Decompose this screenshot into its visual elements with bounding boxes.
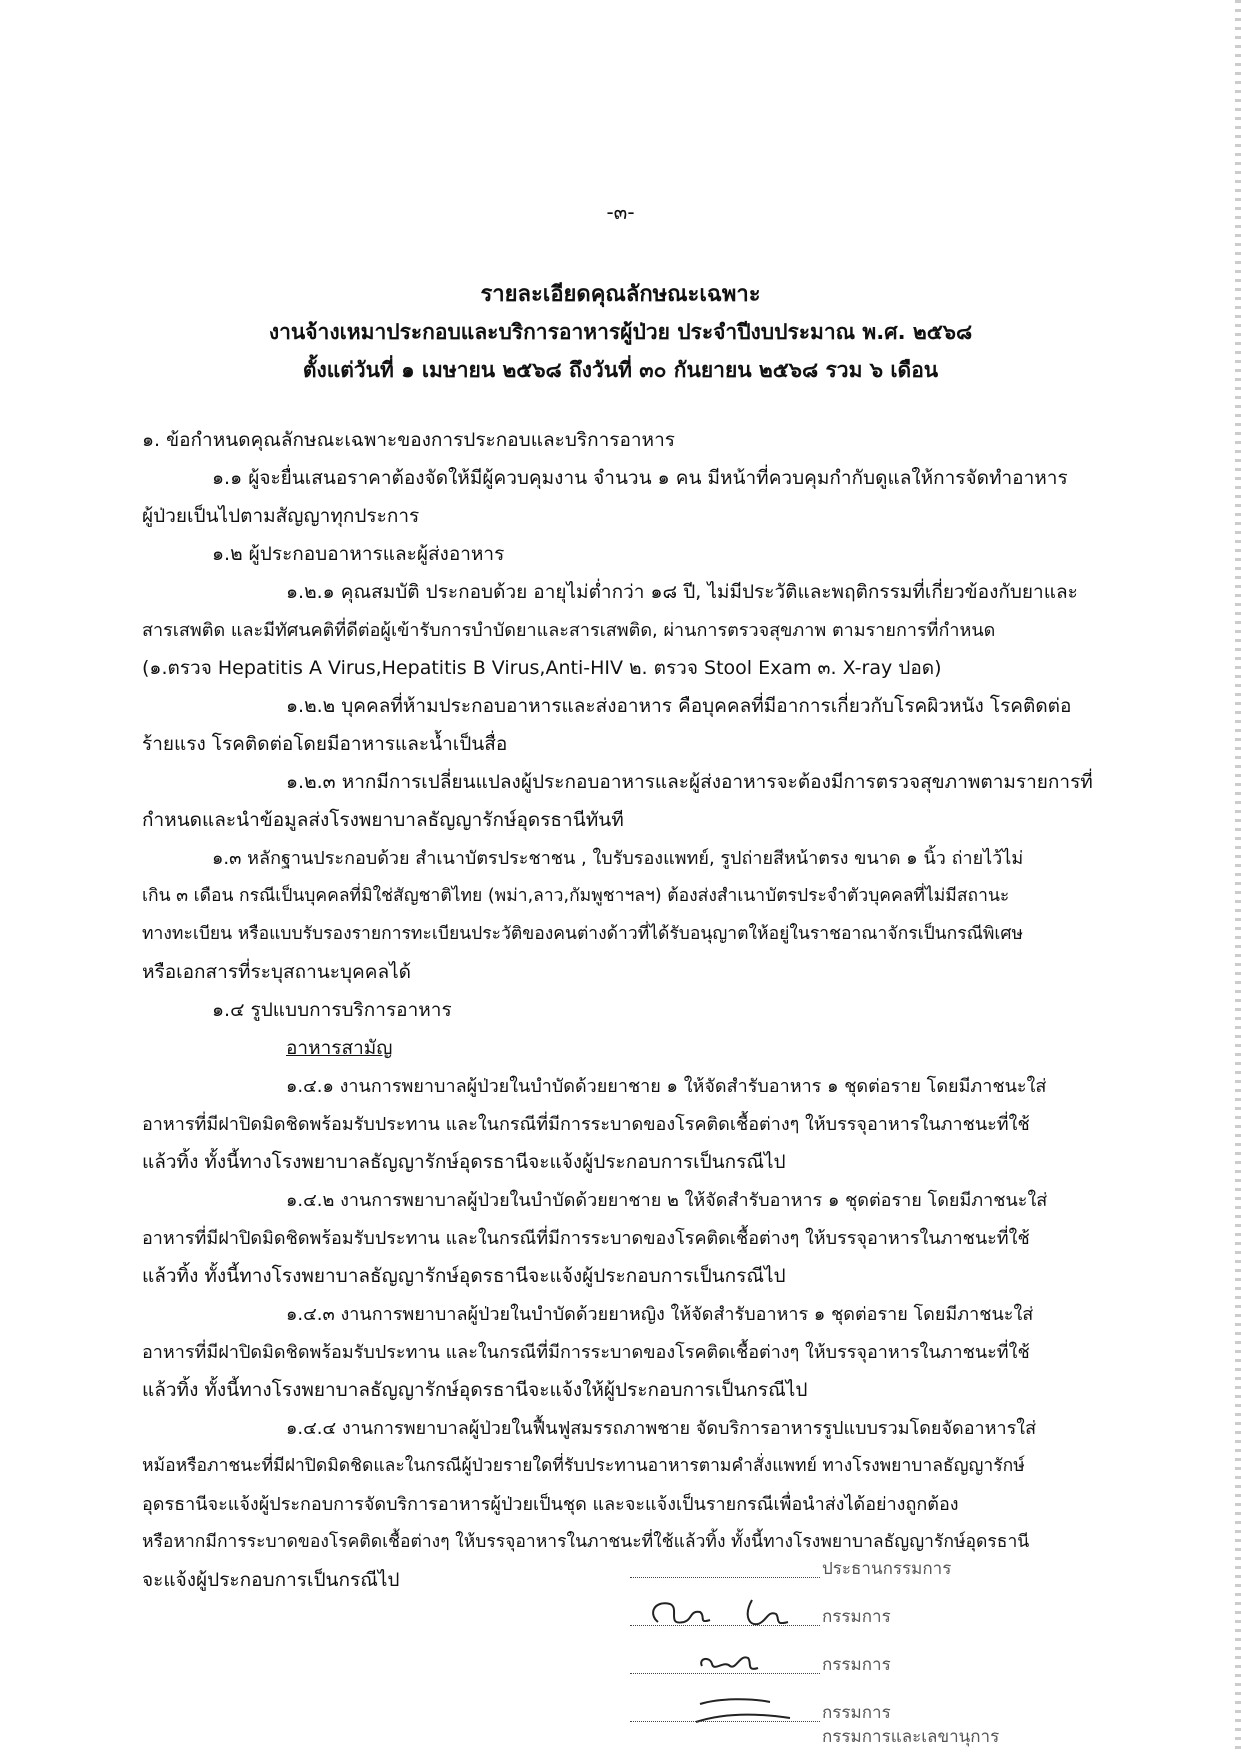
paragraph-line: ๑.๔.๔ งานการพยาบาลผู้ป่วยในฟื้นฟูสมรรถภาพชาย จัดบริการอาหารรูปแบบรวมโดยจัดอาหารใส่	[286, 1418, 1037, 1439]
paragraph-line: อาหารที่มีฝาปิดมิดชิดพร้อมรับประทาน และในกรณีที่มีการระบาดของโรคติดเชื้อต่างๆ ให้บรรจุอาหารในภาชนะที่ใช้	[142, 1228, 1030, 1249]
signature-role: กรรมการและเลขานุการ	[822, 1727, 1000, 1747]
signature-role: กรรมการ	[822, 1607, 891, 1627]
paragraph-line: ๑.๓ หลักฐานประกอบด้วย สำเนาบัตรประชาชน , ใบรับรองแพทย์, รูปถ่ายสีหน้าตรง ขนาด ๑ นิ้ว ถ่ายไว้ไม่	[212, 848, 1024, 869]
paragraph-line: สารเสพติด และมีทัศนคติที่ดีต่อผู้เข้ารับการบำบัดยาและสารเสพติด, ผ่านการตรวจสุขภาพ ตามรายการที่กำหนด	[142, 620, 996, 641]
signature-role: กรรมการ	[822, 1703, 891, 1723]
page-number: -๓-	[606, 200, 635, 224]
paragraph-line: อาหารที่มีฝาปิดมิดชิดพร้อมรับประทาน และในกรณีที่มีการระบาดของโรคติดเชื้อต่างๆ ให้บรรจุอาหารในภาชนะที่ใช้	[142, 1114, 1030, 1135]
subsection-heading: ๑.๔ รูปแบบการบริการอาหาร	[212, 999, 452, 1021]
signature-block	[630, 1498, 1050, 1748]
paragraph-line: อาหารที่มีฝาปิดมิดชิดพร้อมรับประทาน และในกรณีที่มีการระบาดของโรคติดเชื้อต่างๆ ให้บรรจุอาหารในภาชนะที่ใช้	[142, 1342, 1030, 1363]
paragraph-line: อุดรธานีจะแจ้งผู้ประกอบการจัดบริการอาหารผู้ป่วยเป็นชุด และจะแจ้งเป็นรายกรณีเพื่อนำส่งได้อย่างถูกต้อง	[142, 1494, 959, 1515]
paragraph-line: ๑.๔.๑ งานการพยาบาลผู้ป่วยในบำบัดด้วยยาชาย ๑ ให้จัดสำรับอาหาร ๑ ชุดต่อราย โดยมีภาชนะใส่	[286, 1076, 1047, 1097]
section-heading: ๑. ข้อกำหนดคุณลักษณะเฉพาะของการประกอบและบริการอาหาร	[142, 429, 675, 451]
paragraph-line: ๑.๔.๓ งานการพยาบาลผู้ป่วยในบำบัดด้วยยาหญิง ให้จัดสำรับอาหาร ๑ ชุดต่อราย โดยมีภาชนะใส่	[286, 1304, 1034, 1325]
document-title: รายละเอียดคุณลักษณะเฉพาะ	[480, 282, 761, 307]
underlined-heading: อาหารสามัญ	[286, 1037, 393, 1059]
signature-line-member	[630, 1646, 1050, 1680]
paragraph-line: หรือเอกสารที่ระบุสถานะบุคคลได้	[142, 961, 411, 983]
paragraph-line: แล้วทิ้ง ทั้งนี้ทางโรงพยาบาลธัญญารักษ์อุดรธานีจะแจ้งผู้ประกอบการเป็นกรณีไป	[142, 1151, 786, 1173]
paragraph-line: ผู้ป่วยเป็นไปตามสัญญาทุกประการ	[142, 505, 420, 527]
paragraph-line: ทางทะเบียน หรือแบบรับรองรายการทะเบียนประวัติของคนต่างด้าวที่ได้รับอนุญาตให้อยู่ในราชอาณาจักรเป็นกรณีพิเศษ	[142, 924, 1024, 944]
paragraph-line: หม้อหรือภาชนะที่มีฝาปิดมิดชิดและในกรณีผู้ป่วยรายใดที่รับประทานอาหารตามคำสั่งแพทย์ ทางโรงพยาบาลธัญญารักษ์	[142, 1456, 1025, 1476]
signature-role: กรรมการ	[822, 1655, 891, 1675]
paragraph-line: จะแจ้งผู้ประกอบการเป็นกรณีไป	[142, 1569, 400, 1591]
scan-edge-artifact	[1235, 0, 1241, 1755]
paragraph-line: แล้วทิ้ง ทั้งนี้ทางโรงพยาบาลธัญญารักษ์อุดรธานีจะแจ้งผู้ประกอบการเป็นกรณีไป	[142, 1265, 786, 1287]
paragraph-line: ๑.๔.๒ งานการพยาบาลผู้ป่วยในบำบัดด้วยยาชาย ๒ ให้จัดสำรับอาหาร ๑ ชุดต่อราย โดยมีภาชนะใส่	[286, 1190, 1048, 1211]
signature-role: ประธานกรรมการ	[822, 1559, 952, 1579]
paragraph-line: ๑.๒.๒ บุคคลที่ห้ามประกอบอาหารและส่งอาหาร คือบุคคลที่มีอาการเกี่ยวกับโรคผิวหนัง โรคติดต่อ	[286, 695, 1072, 717]
handwritten-signature-icon	[640, 1640, 830, 1684]
paragraph-line: เกิน ๓ เดือน กรณีเป็นบุคคลที่มิใช่สัญชาติไทย (พม่า,ลาว,กัมพูชาฯลฯ) ต้องส่งสำเนาบัตรประจำตัวบุคคลที่ไม่มีสถานะ	[142, 886, 1010, 906]
document-subtitle-period: ตั้งแต่วันที่ ๑ เมษายน ๒๕๖๘ ถึงวันที่ ๓๐ กันยายน ๒๕๖๘ รวม ๖ เดือน	[302, 358, 939, 382]
paragraph-line: กำหนดและนำข้อมูลส่งโรงพยาบาลธัญญารักษ์อุดรธานีทันที	[142, 809, 624, 831]
subsection-heading: ๑.๒ ผู้ประกอบอาหารและผู้ส่งอาหาร	[212, 543, 505, 565]
paragraph-line: ๑.๑ ผู้จะยื่นเสนอราคาต้องจัดให้มีผู้ควบคุมงาน จำนวน ๑ คน มีหน้าที่ควบคุมกำกับดูแลให้การจัดทำอาหาร	[212, 467, 1068, 489]
signature-line-secretary	[630, 1727, 1050, 1748]
paragraph-line: ร้ายแรง โรคติดต่อโดยมีอาหารและน้ำเป็นสื่อ	[142, 733, 508, 755]
signature-line-member	[630, 1598, 1050, 1632]
paragraph-line: ๑.๒.๓ หากมีการเปลี่ยนแปลงผู้ประกอบอาหารและผู้ส่งอาหารจะต้องมีการตรวจสุขภาพตามรายการที่	[286, 771, 1093, 793]
document-subtitle-scope: งานจ้างเหมาประกอบและบริการอาหารผู้ป่วย ประจำปีงบประมาณ พ.ศ. ๒๕๖๘	[268, 320, 973, 344]
paragraph-line: แล้วทิ้ง ทั้งนี้ทางโรงพยาบาลธัญญารักษ์อุดรธานีจะแจ้งให้ผู้ประกอบการเป็นกรณีไป	[142, 1379, 808, 1401]
paragraph-line: หรือหากมีการระบาดของโรคติดเชื้อต่างๆ ให้บรรจุอาหารในภาชนะที่ใช้แล้วทิ้ง ทั้งนี้ทางโรงพยาบาลธัญญารักษ์อุดรธานี	[142, 1532, 1030, 1552]
handwritten-signature-icon	[640, 1688, 830, 1732]
paragraph-line: (๑.ตรวจ Hepatitis A Virus,Hepatitis B Virus,Anti-HIV ๒. ตรวจ Stool Exam ๓. X-ray ปอด)	[142, 657, 942, 679]
paragraph-line: ๑.๒.๑ คุณสมบัติ ประกอบด้วย อายุไม่ต่ำกว่า ๑๘ ปี, ไม่มีประวัติและพฤติกรรมที่เกี่ยวข้องกับยาและ	[286, 581, 1078, 603]
handwritten-signature-icon	[640, 1592, 830, 1636]
signature-line-chair	[630, 1550, 1050, 1584]
